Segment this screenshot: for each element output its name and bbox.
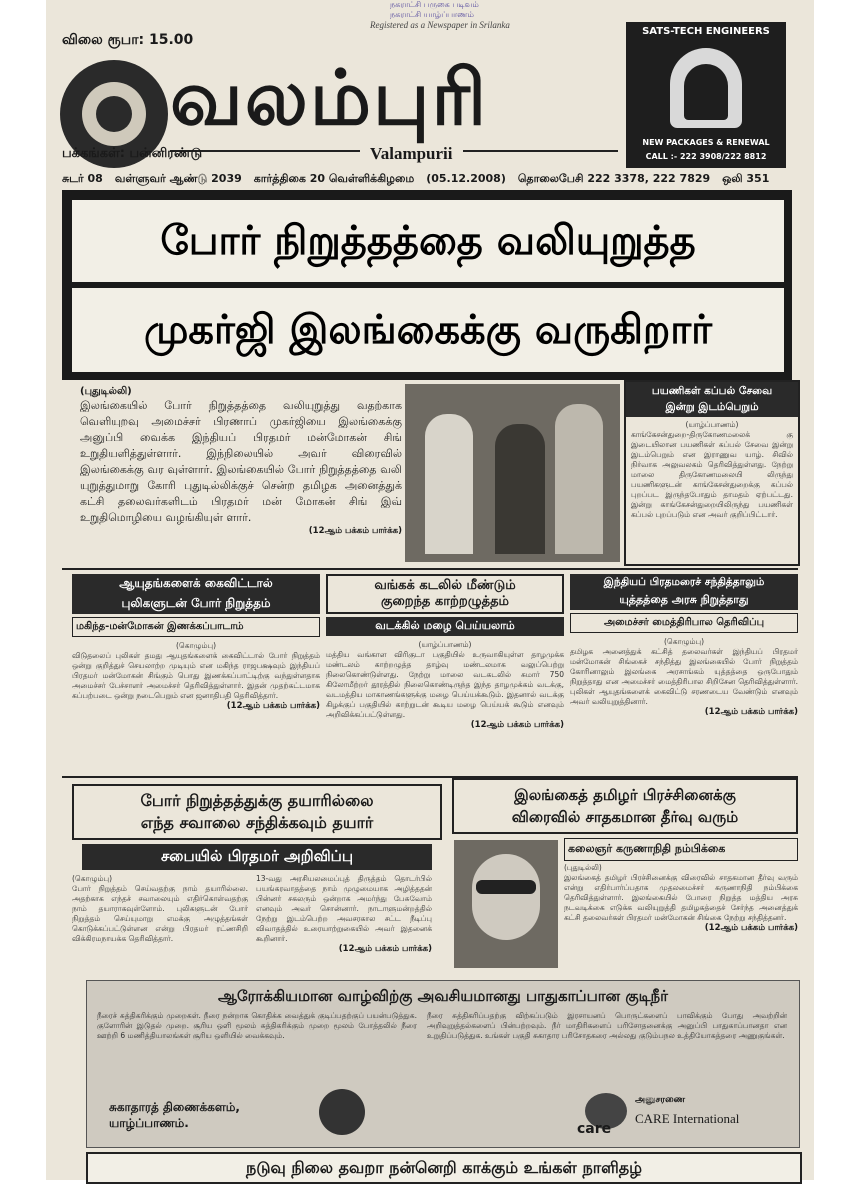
ad-call: CALL :- 222 3908/222 8812: [645, 152, 767, 161]
col1-continued: (12ஆம் பக்கம் பார்க்க): [226, 701, 320, 711]
masthead-roman: Valampurii: [360, 144, 463, 164]
col3-continued: (12ஆம் பக்கம் பார்க்க): [704, 707, 798, 717]
registration-stamp: [330, 0, 560, 34]
water-awareness-ad: [86, 980, 800, 1148]
karuna-title-2: விரைவில் சாதகமான தீர்வு வரும்: [511, 808, 739, 826]
masthead-title: வலம்புரி: [170, 53, 489, 142]
tamil-date: கார்த்திகை 20 வெள்ளிக்கிழமை: [253, 172, 415, 185]
col2-body: மத்திய வங்காள விரிகுடா பகுதியில் உருவாகியுள்ள தாழமுக்க மண்டலம் காற்றழுத்த தாழ்வு மண்டலமாக வலுப்பெற்று நிலைகொண்டுள்ளது. நேற்று மாலை வடகடலில் சுமார் 750 கிலோமீற்றர் தூரத்தில் நிலைகொண்டிருந்த இந்த தாழமுக்கம் வடக்கு, வடமத்திய மாகாணங்களுக்கு மழை பெய்யக்கூடும். இதனால் வடக்கு கிழக்குப் பகுதியில் காற்றுடன் கூடிய மழை பெய்யக் கூடும் எனவும் அறிவிக்கப்பட்டுள்ளது.: [326, 650, 564, 719]
price-label: விலை ரூபா: 15.00: [62, 32, 194, 48]
headline-line-2: முகர்ஜி இலங்கைக்கு வருகிறார்: [72, 288, 784, 372]
sri-lanka-emblem-icon: [319, 1089, 365, 1135]
registered-note: Registered as a Newspaper in Srilanka: [370, 20, 510, 30]
water-dept-2: யாழ்ப்பாணம்.: [109, 1116, 189, 1130]
lead-continued: (12ஆம் பக்கம் பார்க்க): [308, 526, 402, 536]
stamp-line-1: நகராட்சி பருகை படிவம்: [390, 0, 479, 9]
karuna-title-1: இலங்கைத் தமிழர் பிரச்சினைக்கு: [514, 786, 736, 804]
karuna-body: இலங்கைத் தமிழர் பிரச்சினைக்கு விரைவில் சாதகமான தீர்வு வரும் என்று எதிர்பார்ப்பதாக முதலமைச்சர் கருணாநிதி நம்பிக்கை தெரிவித்துள்ளார். இலங்கையில் போரை நிறுத்த மத்திய அரசு நடவடிக்கை எடுக்க வலியுறுத்தி தமிழகத்தைச் சேர்ந்த அனைத்துக் கட்சி தலைவர்கள் பிரதமர் மன்மோகன் சிங்கை நேற்று சந்தித்தனர்.: [564, 873, 798, 922]
pm-title-1: போர் நிறுத்தத்துக்கு தயாரில்லை: [140, 791, 374, 810]
col2-sub: வடக்கில் மழை பெய்யலாம்: [326, 617, 564, 636]
page-count: பக்கங்கள்: பன்னிரண்டு: [62, 146, 203, 161]
pm-dateline: (கொழும்பு): [72, 874, 113, 883]
karuna-dateline: (புதுடில்லி): [564, 863, 602, 872]
footer-slogan: நடுவு நிலை தவறா நன்னெறி காக்கும் உங்கள் நாளிதழ்: [86, 1152, 802, 1184]
care-logo-text: care: [577, 1121, 612, 1137]
pm-continued: (12ஆம் பக்கம் பார்க்க): [338, 944, 432, 954]
ship-title-2: இன்று இடம்பெறும்: [626, 401, 798, 417]
ship-dateline: (யாழ்ப்பாணம்): [685, 420, 739, 429]
col1-dateline: (கொழும்பு): [175, 641, 217, 650]
dateline-bar: [62, 172, 792, 187]
ship-title-1: பயணிகள் கப்பல் சேவை: [626, 382, 798, 401]
lead-photo: [405, 384, 620, 562]
ship-story: [624, 380, 800, 566]
volume: சுடர் 08: [62, 172, 103, 185]
col1-body: விடுதலைப் புலிகள் தமது ஆயுதங்களைக் கைவிட்டால் போர் நிறுத்தம் ஒன்று குறித்துச் செயலாற்ற முடியும் என மகிந்த ராஜபக்ஷவும் இந்தியப் பிரதமர் மன்மோகன் சிங்கும் பொது இணக்கப்பாட்டிற்கு வந்துள்ளதாக அமைச்சர் பேச்சாளர் அமைச்சர் தெரிவித்துள்ளார். இதன் முதற்கட்டமாக கப்பற்படை ஒன்று நடைபெறும் என ஜனாதிபதி தெரிவித்தார்.: [72, 651, 320, 700]
col1-title-2: புலிகளுடன் போர் நிறுத்தம்: [72, 594, 320, 614]
water-right-text: நீரை சுத்திகரிப்பதற்கு விற்கப்படும் இரசாயனப் பொருட்களைப் பாவிக்கும் போது அவற்றின் அறிவுறுத்தல்களைப் பின்பற்றவும். நீர் மாதிரிகளைப் பரிசோதனைக்கு அனுப்பி பாதுகாப்பானதா என உறுதிப்படுத்துக. உங்கள் பகுதி சுகாதார பரிசோதகரை அல்லது குடும்பநல உத்தியோகத்தரை அணுகுங்கள்.: [427, 1011, 787, 1040]
lead-story: [80, 386, 402, 537]
pm-sub: சபையில் பிரதமர் அறிவிப்பு: [82, 844, 432, 870]
col2-title-1: வங்கக் கடலில் மீண்டும்: [374, 578, 516, 593]
lead-dateline: (புதுடில்லி): [80, 386, 132, 397]
water-left-text: நீரைச் சுத்திகரிக்கும் முறைகள். நீரை நன்றாக கொதிக்க வைத்துக் குடிப்பதற்குப் பயன்படுத்துக. குளோரின் இடுதல் முறை. சூரிய ஒளி மூலம் சுத்திகரிக்கும் முறை மூலம் போத்தலில் நீரை ஊற்றி 6 மணித்தியாலங்கள் சூரிய ஒளியில் வைக்கவும்.: [97, 1011, 417, 1040]
pm-body-left: போர் நிறுத்தம் செய்வதற்கு நாம் தயாரில்லை. அதற்காக எந்தச் சவாலையும் எதிர்கொள்வதற்கு நாம் தயாராகவுள்ளோம். புலிகளுடன் போர் நிறுத்தம் செய்யுமாறு எமக்கு அழுத்தங்கள் கொடுக்கப்பட்டுள்ளன என்று பிரதமர் ரட்ணசிறி விக்கிரமநாயக்க தெரிவித்தார்.: [72, 884, 248, 943]
karuna-sub: கலைஞர் கருணாநிதி நம்பிக்கை: [564, 838, 798, 861]
col3-title-2: யுத்தத்தை அரசு நிறுத்தாது: [570, 591, 798, 610]
care-international: CARE International: [635, 1111, 740, 1126]
pm-body-right: 13-வது அரசியலமைப்புத் திருத்தம் தொடர்பில் பயங்கரவாதத்தை நாம் முழுமையாக அழித்ததன் பின்னர் சகலரும் ஒன்றாக அமர்ந்து பேசுவோம் எனவும் அவர் சொன்னார். நாடாளுமன்றத்தில் நேற்று இடம்பெற்ற அவசரகால சட்ட நீடிப்பு விவாதத்தில் உரையாற்றுகையில் அவர் இதனைக் கூறினார்.: [256, 874, 432, 943]
col3-story: [570, 574, 798, 718]
date: (05.12.2008): [426, 172, 506, 185]
section-rule: [62, 568, 798, 570]
karunanidhi-photo: [454, 840, 558, 968]
karuna-continued: (12ஆம் பக்கம் பார்க்க): [704, 923, 798, 933]
water-dept-1: சுகாதாரத் திணைக்களம்,: [109, 1100, 240, 1114]
col2-continued: (12ஆம் பக்கம் பார்க்க): [470, 720, 564, 730]
col3-dateline: (கொழும்பு): [663, 637, 705, 646]
headline-line-1: போர் நிறுத்தத்தை வலியுறுத்த: [72, 200, 784, 282]
stamp-line-2: நகராட்சி யாழ்ப்பாணம்: [390, 10, 474, 19]
main-headline: [62, 190, 792, 380]
col1-story: [72, 574, 320, 712]
issue: ஒலி 351: [722, 172, 770, 185]
pm-story: [72, 784, 442, 955]
sats-tech-ad: [626, 22, 786, 168]
lead-body: இலங்கையில் போர் நிறுத்தத்தை வலியுறுத்து வதற்காக வெளியுறவு அமைச்சர் பிரணாப் முகர்ஜியை இலங்கைக்கு அனுப்பி வைக்க இந்தியப் பிரதமர் மன்மோகன் சிங் உறுதியளித்துள்ளார். இந்நிலையில் அவர் விரைவில் இலங்கைக்கு வர வுள்ளார். இலங்கையில் போர் நிறுத்தத்தை வலி யுறுத்துமாறு கோரி புதுடில்லிக்குச் சென்ற தமிழக அனைத்துக் கட்சி தலைவர்களிடம் பிரதமர் மன் மோகன் சிங் இவ் உறுதிமொழியை வழங்கியுள் ளார்.: [80, 399, 402, 524]
ship-body: காங்கேசன்துறை-திருகோணமலைக் கு இடையிலான பயணிகள் கப்பல் சேவை இன்று இடம்பெறும் என இராணுவ யாழ். சிவில் நிர்வாக அலுவலகம் தெரிவித்துள்ளது. நேற்று மாலை திருகோணமலையி லிருந்து பயணிகளுடன் காங்கேசன்துறைக்கு கப்பல் புறப்பட இருந்தபோதும் தாமதம் ஏற்பட்டது. இன்று காங்கேசன்துறையிலிருந்து பயணிகள் கப்பல் புறப்படும் என அவர் குறிப்பிட்டார்.: [631, 430, 793, 519]
ad-company: SATS-TECH ENGINEERS: [642, 26, 770, 37]
col1-sub: மகிந்த-மன்மோகன் இணக்கப்பாடாம்: [72, 617, 320, 637]
col2-title-2: குறைந்த காற்றழுத்தம்: [380, 594, 510, 609]
col3-body: தமிழக அனைத்துக் கட்சித் தலைவர்கள் இந்தியப் பிரதமர் மன்மோகன் சிங்கைச் சந்தித்து இலங்கையில் போர் நிறுத்தம் கோரினாலும் இலங்கை அரசாங்கம் யுத்தத்தை ஒருபோதும் நிறுத்தாது என அமைச்சர் மைத்திரிபால சிறிசேன தெரிவித்துள்ளார். புலிகள் ஆயுதங்களைக் கைவிட்டு சரணடைய வேண்டும் எனவும் அவர் வலியுறுத்தினார்.: [570, 647, 798, 706]
col2-story: [326, 574, 564, 731]
col3-sub: அமைச்சர் மைத்திரிபால தெரிவிப்பு: [570, 613, 798, 633]
col3-title-1: இந்தியப் பிரதமரைச் சந்தித்தாலும்: [570, 574, 798, 591]
phone: தொலைபேசி 222 3378, 222 7829: [517, 172, 711, 185]
water-support-label: அனுசரணை: [635, 1095, 686, 1105]
karuna-story: [452, 778, 798, 934]
col2-dateline: (யாழ்ப்பாணம்): [418, 640, 472, 649]
pm-title-2: எந்த சவாலை சந்திக்கவும் தயார்: [140, 813, 374, 832]
valluvar-year: வள்ளுவர் ஆண்டு 2039: [114, 172, 242, 185]
water-title: ஆரோக்கியமான வாழ்விற்கு அவசியமானது பாதுகாப்பான குடிநீர்: [218, 987, 668, 1005]
col1-title-1: ஆயுதங்களைக் கைவிட்டால்: [72, 574, 320, 594]
ad-package: NEW PACKAGES & RENEWAL: [642, 138, 770, 147]
